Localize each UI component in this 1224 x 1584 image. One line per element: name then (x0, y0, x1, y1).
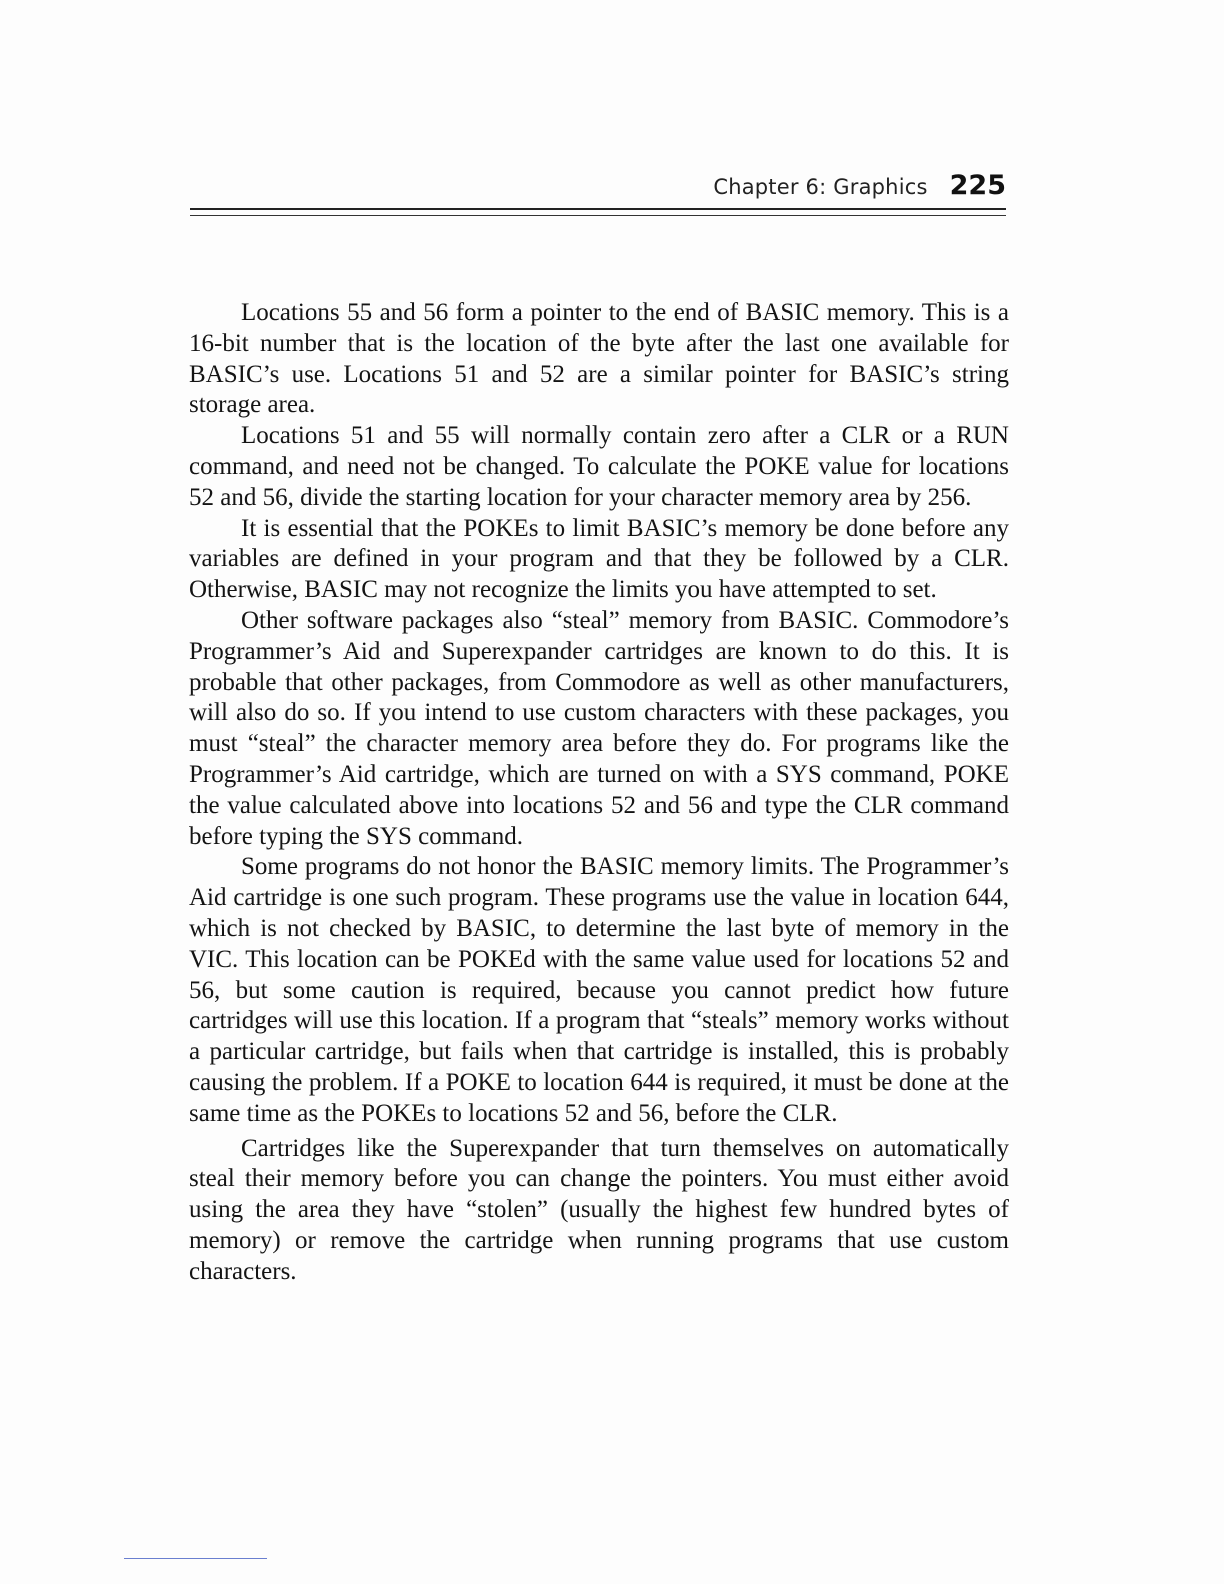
paragraph: It is essential that the POKEs to limit BASIC’s memory be done before any variables are defined in your program and that they be followed by a CLR. Otherwise, BASIC may not recognize the limits you have attempted to set. (189, 514, 1009, 604)
running-header (190, 170, 1006, 210)
paragraph: Locations 51 and 55 will normally contain zero after a CLR or a RUN command, and need not be changed. To calculate the POKE value for locations 52 and 56, divide the starting location for your character memory area by 256. (189, 422, 1009, 511)
paragraph: Other software packages also “steal” memory from BASIC. Commodore’s Programmer’s Aid and Superexpander cartridges are known to do this. It is probable that other packages, from Commodore as well as other manufacturers, will also do so. If you intend to use custom characters with these packages, you must “steal” the character memory area before they do. For programs like the Programmer’s Aid cartridge, which are turned on with a SYS command, POKE the value calculated above into locations 52 and 56 and type the CLR command before typing the SYS command. (189, 606, 1009, 850)
paragraph: Cartridges like the Superexpander that turn themselves on automatically steal their memory before you can change the pointers. You must either avoid using the area they have “stolen” (usually the highest few hundred bytes of memory) or remove the cartridge when running programs that use custom characters. (189, 1134, 1009, 1285)
paragraph: Some programs do not honor the BASIC memory limits. The Programmer’s Aid cartridge is one such program. These programs use the value in location 644, which is not checked by BASIC, to determine the last byte of memory in the VIC. This location can be POKEd with the same value used for locations 52 and 56, but some caution is required, because you cannot predict how future cartridges will use this location. If a program that “steals” memory works without a particular cartridge, but fails when that cartridge is installed, this is probably causing the problem. If a POKE to location 644 is required, it must be done at the same time as the POKEs to locations 52 and 56, before the CLR. (189, 853, 1009, 1127)
page-number: 225 (949, 170, 1006, 201)
chapter-title: Chapter 6: Graphics (713, 175, 928, 199)
header-rule-thick (190, 208, 1006, 210)
body-text (189, 298, 1009, 1288)
footer-rule (124, 1558, 267, 1559)
paragraph: Locations 55 and 56 form a pointer to the end of BASIC memory. This is a 16-bit number that is the location of the byte after the last one available for BASIC’s use. Locations 51 and 52 are a similar pointer for BASIC’s string storage area. (189, 299, 1009, 419)
header-rule-thin (190, 215, 1006, 216)
